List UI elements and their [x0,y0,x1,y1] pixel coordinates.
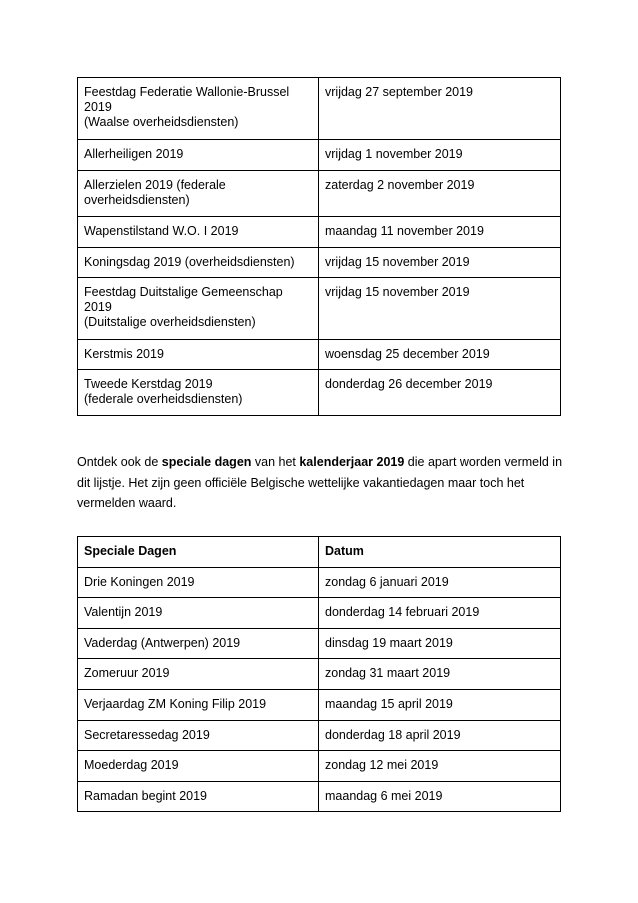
holiday-name-cell: Wapenstilstand W.O. I 2019 [78,217,319,248]
holiday-date-cell: donderdag 26 december 2019 [319,370,561,416]
table-row [78,140,561,171]
intro-text: van het [251,455,300,469]
holiday-date-cell: vrijdag 1 november 2019 [319,140,561,171]
holiday-name-cell: Kerstmis 2019 [78,340,319,370]
table-row [78,248,561,278]
special-day-name-cell: Verjaardag ZM Koning Filip 2019 [78,689,319,720]
holiday-date-cell: vrijdag 15 november 2019 [319,278,561,340]
table-row [78,720,561,751]
special-day-name-cell: Zomeruur 2019 [78,659,319,690]
holiday-name-cell: Koningsdag 2019 (overheidsdiensten) [78,248,319,278]
special-day-date-cell: donderdag 18 april 2019 [319,720,561,751]
special-day-date-cell: maandag 15 april 2019 [319,689,561,720]
special-day-date-cell: donderdag 14 februari 2019 [319,598,561,629]
holiday-name-cell: Allerzielen 2019 (federale overheidsdiensten) [78,171,319,217]
special-day-name-cell: Secretaressedag 2019 [78,720,319,751]
holiday-date-cell: vrijdag 27 september 2019 [319,78,561,140]
holiday-date-cell: maandag 11 november 2019 [319,217,561,248]
intro-bold-special-days: speciale dagen [161,455,252,469]
intro-bold-calendar-year: kalenderjaar 2019 [299,455,405,469]
table-row [78,78,561,140]
column-header-special-days: Speciale Dagen [78,537,319,568]
special-day-date-cell: zondag 6 januari 2019 [319,567,561,598]
special-day-date-cell: dinsdag 19 maart 2019 [319,628,561,659]
holiday-date-cell: woensdag 25 december 2019 [319,340,561,370]
special-day-date-cell: zondag 12 mei 2019 [319,751,561,782]
special-day-date-cell: zondag 31 maart 2019 [319,659,561,690]
intro-text: die apart worden vermeld in dit lijstje. Het zijn geen officiële Belgische wettelijke vakantiedagen maar toch het vermelden waard. [77,455,563,510]
holiday-name-cell: Feestdag Federatie Wallonie-Brussel 2019 (Waalse overheidsdiensten) [78,78,319,140]
special-day-name-cell: Ramadan begint 2019 [78,781,319,812]
intro-text: Ontdek ook de [77,455,162,469]
special-day-date-cell: maandag 6 mei 2019 [319,781,561,812]
holiday-date-cell: vrijdag 15 november 2019 [319,248,561,278]
holidays-table [77,77,561,416]
table-row [78,659,561,690]
table-row [78,370,561,416]
table-row [78,628,561,659]
table-header-row [78,537,561,568]
table-row [78,171,561,217]
table-row [78,340,561,370]
holiday-name-cell: Feestdag Duitstalige Gemeenschap 2019 (Duitstalige overheidsdiensten) [78,278,319,340]
holiday-name-cell: Allerheiligen 2019 [78,140,319,171]
holiday-date-cell: zaterdag 2 november 2019 [319,171,561,217]
special-day-name-cell: Vaderdag (Antwerpen) 2019 [78,628,319,659]
table-row [78,217,561,248]
special-day-name-cell: Moederdag 2019 [78,751,319,782]
special-day-name-cell: Valentijn 2019 [78,598,319,629]
special-days-table [77,536,561,812]
table-row [78,278,561,340]
table-row [78,567,561,598]
intro-paragraph [77,452,567,514]
special-day-name-cell: Drie Koningen 2019 [78,567,319,598]
table-row [78,781,561,812]
holiday-name-cell: Tweede Kerstdag 2019 (federale overheidsdiensten) [78,370,319,416]
column-header-date: Datum [319,537,561,568]
table-row [78,689,561,720]
table-row [78,598,561,629]
table-row [78,751,561,782]
